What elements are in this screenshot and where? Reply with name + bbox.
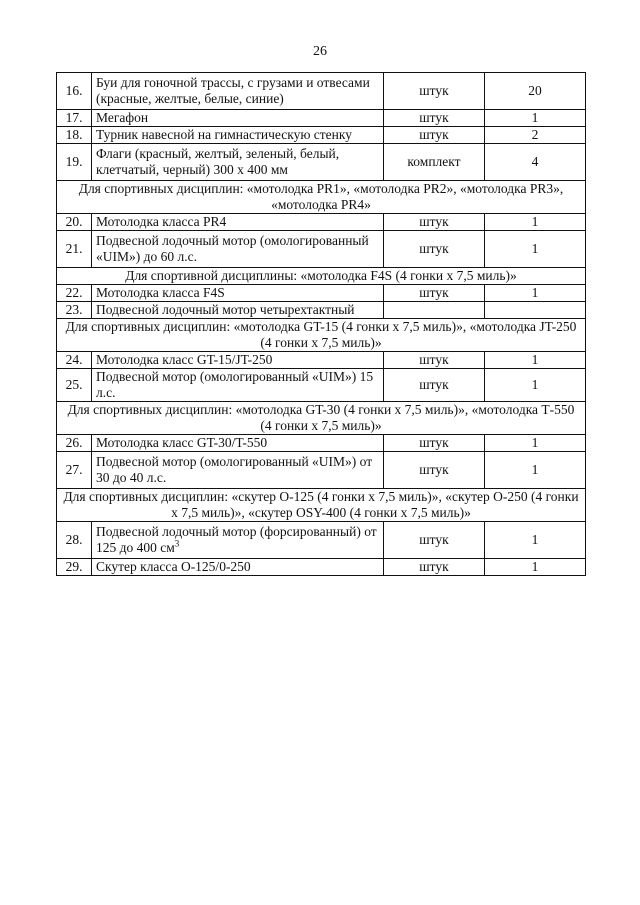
item-unit: штук (384, 559, 485, 576)
item-quantity: 1 (485, 452, 586, 489)
row-number: 25. (57, 369, 92, 402)
section-heading: Для спортивной дисциплины: «мотолодка F4S (4 гонки х 7,5 миль)» (57, 268, 586, 285)
cubic-superscript: 3 (174, 538, 180, 549)
item-unit: штук (384, 369, 485, 402)
item-unit (384, 302, 485, 319)
item-quantity: 1 (485, 559, 586, 576)
section-header-row (57, 181, 586, 214)
row-number: 26. (57, 435, 92, 452)
item-quantity (485, 302, 586, 319)
item-name: Подвесной лодочный мотор (омологированный «UIM») до 60 л.с. (92, 231, 384, 268)
item-name: Мотолодка класса F4S (92, 285, 384, 302)
item-quantity: 1 (485, 231, 586, 268)
row-number: 27. (57, 452, 92, 489)
table-row (57, 435, 586, 452)
table-row (57, 302, 586, 319)
item-quantity: 1 (485, 435, 586, 452)
section-header-row (57, 319, 586, 352)
item-name: Турник навесной на гимнастическую стенку (92, 127, 384, 144)
item-quantity: 1 (485, 352, 586, 369)
item-unit: штук (384, 452, 485, 489)
item-quantity: 1 (485, 522, 586, 559)
item-name: Скутер класса О-125/0-250 (92, 559, 384, 576)
item-unit: штук (384, 214, 485, 231)
table-row (57, 369, 586, 402)
section-heading: Для спортивных дисциплин: «мотолодка PR1», «мотолодка PR2», «мотолодка PR3», «мотолодка PR4» (57, 181, 586, 214)
table-row (57, 144, 586, 181)
equipment-table (56, 72, 586, 576)
item-quantity: 4 (485, 144, 586, 181)
item-unit: штук (384, 231, 485, 268)
section-heading: Для спортивных дисциплин: «мотолодка GT-15 (4 гонки х 7,5 миль)», «мотолодка JT-250 (4 гонки х 7,5 миль)» (57, 319, 586, 352)
item-name: Мотолодка класс GT-30/T-550 (92, 435, 384, 452)
row-number: 23. (57, 302, 92, 319)
item-name: Мотолодка класса PR4 (92, 214, 384, 231)
item-name: Мотолодка класс GT-15/JT-250 (92, 352, 384, 369)
item-unit: штук (384, 285, 485, 302)
item-unit: комплект (384, 144, 485, 181)
item-unit: штук (384, 352, 485, 369)
table-row (57, 352, 586, 369)
item-quantity: 20 (485, 73, 586, 110)
row-number: 20. (57, 214, 92, 231)
row-number: 21. (57, 231, 92, 268)
item-name (92, 522, 384, 559)
item-name-text: Подвесной лодочный мотор (форсированный) от 125 до 400 см (96, 524, 377, 555)
item-unit: штук (384, 73, 485, 110)
row-number: 18. (57, 127, 92, 144)
item-quantity: 1 (485, 369, 586, 402)
item-unit: штук (384, 127, 485, 144)
row-number: 28. (57, 522, 92, 559)
table-row (57, 452, 586, 489)
item-quantity: 1 (485, 110, 586, 127)
table-row (57, 127, 586, 144)
section-header-row (57, 268, 586, 285)
row-number: 16. (57, 73, 92, 110)
row-number: 17. (57, 110, 92, 127)
item-name: Мегафон (92, 110, 384, 127)
item-unit: штук (384, 435, 485, 452)
item-quantity: 1 (485, 285, 586, 302)
table-row (57, 559, 586, 576)
page-number: 26 (313, 44, 327, 59)
table-row (57, 231, 586, 268)
row-number: 29. (57, 559, 92, 576)
item-quantity: 2 (485, 127, 586, 144)
row-number: 19. (57, 144, 92, 181)
section-header-row (57, 402, 586, 435)
section-header-row (57, 489, 586, 522)
item-name: Подвесной мотор (омологированный «UIM») 15 л.с. (92, 369, 384, 402)
item-name: Подвесной лодочный мотор четырехтактный (92, 302, 384, 319)
item-name: Буи для гоночной трассы, с грузами и отвесами (красные, желтые, белые, синие) (92, 73, 384, 110)
section-heading: Для спортивных дисциплин: «мотолодка GT-30 (4 гонки х 7,5 миль)», «мотолодка Т-550 (4 гонки х 7,5 миль)» (57, 402, 586, 435)
table-row (57, 110, 586, 127)
table-row (57, 285, 586, 302)
table-row (57, 522, 586, 559)
item-unit: штук (384, 110, 485, 127)
section-heading: Для спортивных дисциплин: «скутер О-125 (4 гонки х 7,5 миль)», «скутер О-250 (4 гонки х 7,5 миль)», «скутер OSY-400 (4 гонки х 7,5 миль)» (57, 489, 586, 522)
row-number: 22. (57, 285, 92, 302)
item-name: Подвесной мотор (омологированный «UIM») от 30 до 40 л.с. (92, 452, 384, 489)
row-number: 24. (57, 352, 92, 369)
table-row (57, 214, 586, 231)
item-quantity: 1 (485, 214, 586, 231)
item-unit: штук (384, 522, 485, 559)
table-row (57, 73, 586, 110)
item-name: Флаги (красный, желтый, зеленый, белый, клетчатый, черный) 300 х 400 мм (92, 144, 384, 181)
